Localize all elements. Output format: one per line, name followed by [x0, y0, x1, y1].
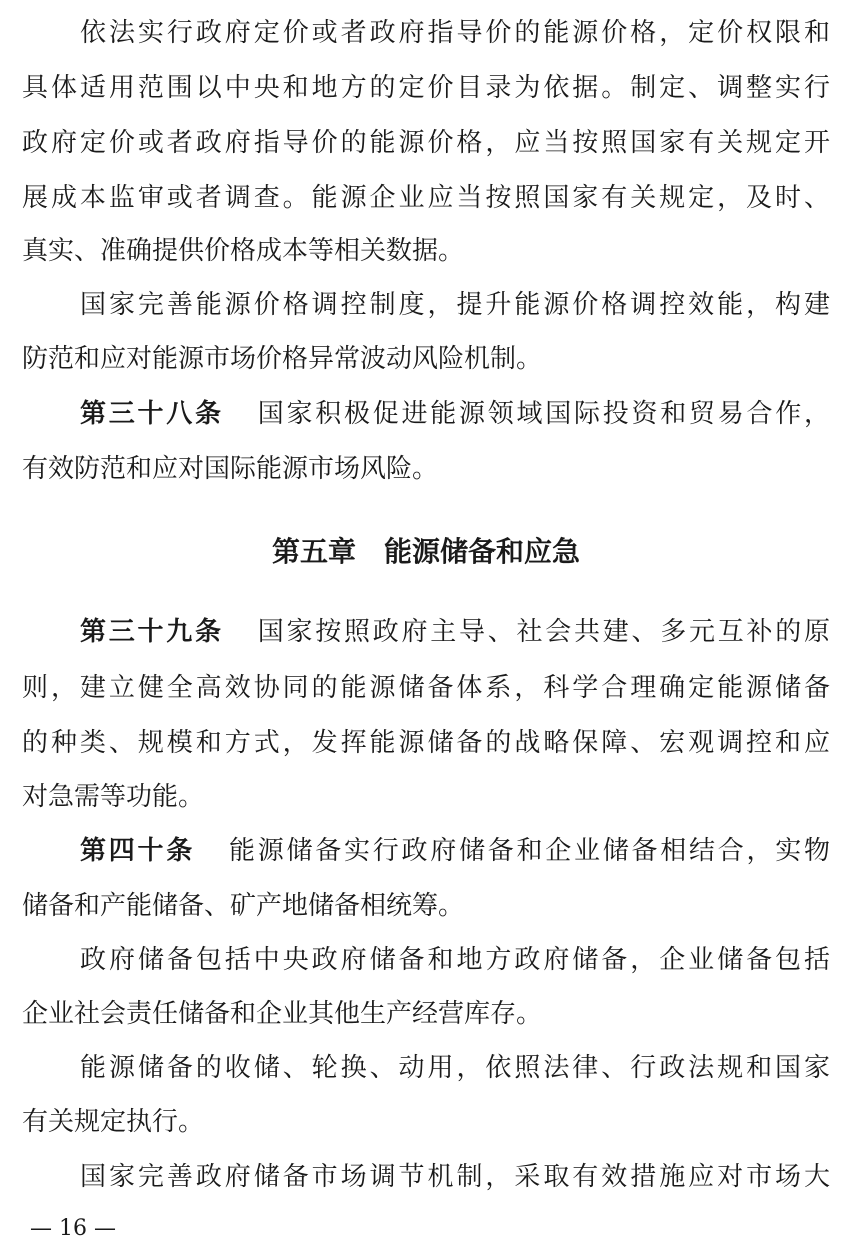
text-line: 储备和产能储备、矿产地储备相统筹。	[22, 891, 465, 921]
page-number: — 16 —	[30, 1216, 116, 1241]
article-label: 第四十条	[80, 836, 195, 866]
article-label: 第三十八条	[80, 399, 224, 429]
text-line: 政府储备包括中央政府储备和地方政府储备，企业储备包括	[80, 945, 830, 975]
text-line: 能源储备的收储、轮换、动用，依照法律、行政法规和国家	[80, 1053, 830, 1083]
text-line: 防范和应对能源市场价格异常波动风险机制。	[22, 344, 543, 374]
text-line: 有效防范和应对国际能源市场风险。	[22, 454, 439, 484]
article-40-first-line	[80, 831, 830, 871]
article-39-first-line	[80, 612, 830, 652]
text-line: 国家完善政府储备市场调节机制，采取有效措施应对市场大	[80, 1162, 830, 1192]
text-line: 依法实行政府定价或者政府指导价的能源价格，定价权限和	[80, 18, 830, 48]
article-38-first-line	[80, 394, 830, 434]
article-text: 能源储备实行政府储备和企业储备相结合，实物	[229, 836, 830, 866]
text-line: 则，建立健全高效协同的能源储备体系，科学合理确定能源储备	[22, 673, 830, 703]
text-line: 展成本监审或者调查。能源企业应当按照国家有关规定，及时、	[22, 183, 830, 213]
article-text: 国家积极促进能源领域国际投资和贸易合作，	[257, 399, 830, 429]
text-line: 有关规定执行。	[22, 1107, 205, 1137]
article-text: 国家按照政府主导、社会共建、多元互补的原	[257, 617, 830, 647]
text-line: 企业社会责任储备和企业其他生产经营库存。	[22, 999, 543, 1029]
text-line: 对急需等功能。	[22, 782, 205, 812]
text-line: 真实、准确提供价格成本等相关数据。	[22, 236, 465, 266]
text-line: 的种类、规模和方式，发挥能源储备的战略保障、宏观调控和应	[22, 728, 830, 758]
chapter-title: 第五章 能源储备和应急	[271, 535, 580, 568]
text-line: 国家完善能源价格调控制度，提升能源价格调控效能，构建	[80, 290, 830, 320]
text-line: 具体适用范围以中央和地方的定价目录为依据。制定、调整实行	[22, 73, 830, 103]
text-line: 政府定价或者政府指导价的能源价格，应当按照国家有关规定开	[22, 128, 830, 158]
article-label: 第三十九条	[80, 617, 224, 647]
